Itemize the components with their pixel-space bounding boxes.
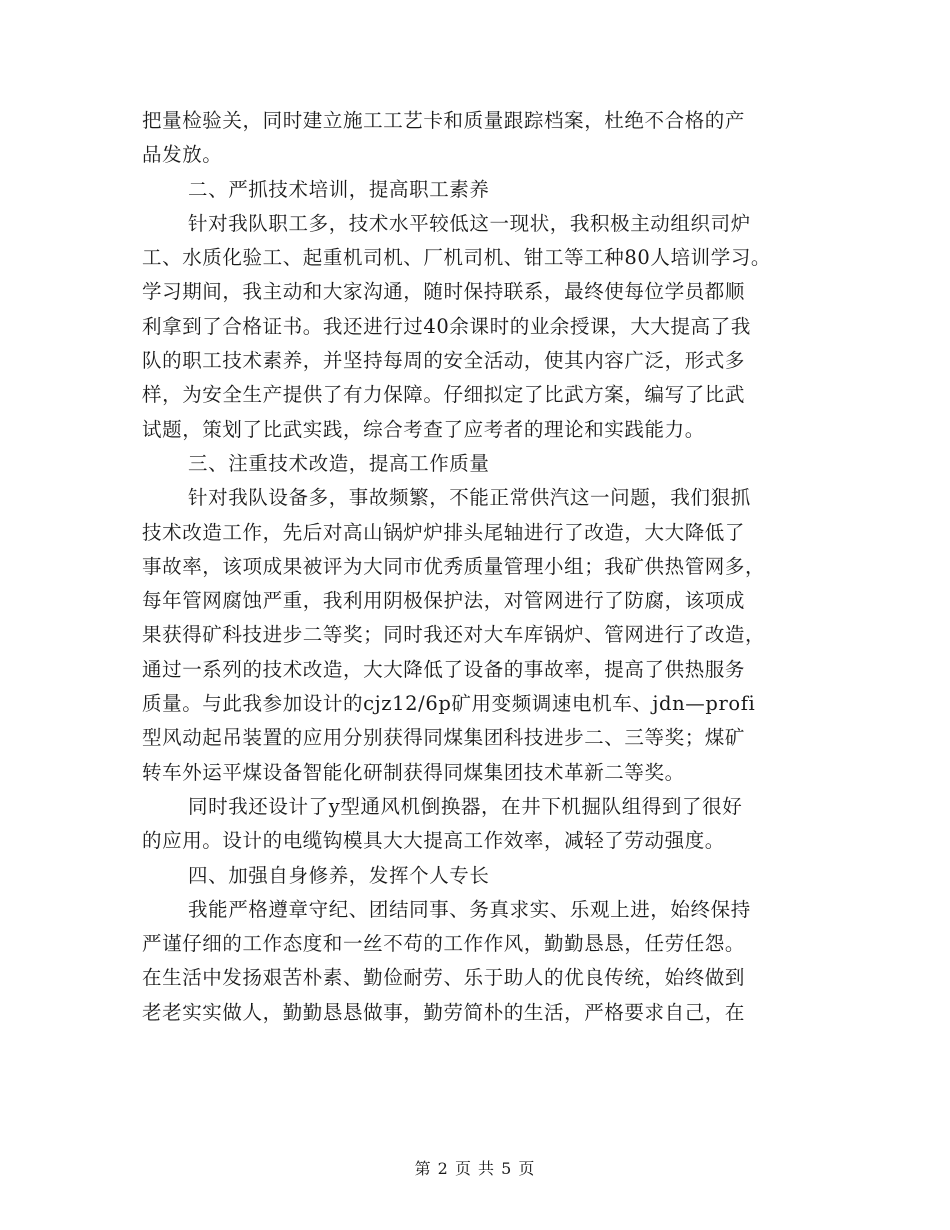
text-line: 二、严抓技术培训，提高职工素养 xyxy=(188,177,490,201)
text-line: 严谨仔细的工作态度和一丝不苟的工作作风，勤勤恳恳，任劳任怨。 xyxy=(142,932,746,956)
text-line: 三、注重技术改造，提高工作质量 xyxy=(188,451,490,475)
text-line: 每年管网腐蚀严重，我利用阴极保护法，对管网进行了防腐，该项成 xyxy=(142,589,746,613)
page-footer xyxy=(0,1156,950,1179)
text-line: 试题，策划了比武实践，综合考查了应考者的理论和实践能力。 xyxy=(142,417,705,441)
text-line: 转车外运平煤设备智能化研制获得同煤集团技术革新二等奖。 xyxy=(142,760,685,784)
footer-prefix: 第 xyxy=(414,1159,432,1178)
text-line: 样，为安全生产提供了有力保障。仔细拟定了比武方案，编写了比武 xyxy=(142,383,746,407)
footer-current-page: 2 xyxy=(437,1159,449,1178)
text-line: 的应用。设计的电缆钩模具大大提高工作效率，减轻了劳动强度。 xyxy=(142,829,725,853)
text-line: 在生活中发扬艰苦朴素、勤俭耐劳、乐于助人的优良传统，始终做到 xyxy=(142,966,746,990)
text-line: 型风动起吊装置的应用分别获得同煤集团科技进步二、三等奖；煤矿 xyxy=(142,726,746,750)
text-line: 利拿到了合格证书。我还进行过40余课时的业余授课，大大提高了我 xyxy=(142,314,751,338)
text-line: 同时我还设计了y型通风机倒换器，在井下机掘队组得到了很好 xyxy=(188,794,743,818)
footer-middle: 页 共 xyxy=(454,1159,496,1178)
text-line: 针对我队设备多，事故频繁，不能正常供汽这一问题，我们狠抓 xyxy=(188,486,751,510)
text-line: 果获得矿科技进步二等奖；同时我还对大车库锅炉、管网进行了改造， xyxy=(142,623,766,647)
text-line: 老老实实做人，勤勤恳恳做事，勤劳简朴的生活，严格要求自己，在 xyxy=(142,1000,746,1024)
footer-total-pages: 5 xyxy=(501,1159,513,1178)
text-line: 通过一系列的技术改造，大大降低了设备的事故率，提高了供热服务 xyxy=(142,657,746,681)
text-line: 队的职工技术素养，并坚持每周的安全活动，使其内容广泛，形式多 xyxy=(142,349,746,373)
document-body xyxy=(142,104,802,1030)
text-line: 四、加强自身修养，发挥个人专长 xyxy=(188,863,490,887)
text-line: 技术改造工作，先后对高山锅炉炉排头尾轴进行了改造，大大降低了 xyxy=(142,520,746,544)
footer-suffix: 页 xyxy=(518,1159,536,1178)
text-line: 品发放。 xyxy=(142,143,223,167)
text-line: 针对我队职工多，技术水平较低这一现状，我积极主动组织司炉 xyxy=(188,211,751,235)
text-line: 把量检验关，同时建立施工工艺卡和质量跟踪档案，杜绝不合格的产 xyxy=(142,109,746,132)
text-line: 质量。与此我参加设计的cjz12/6p矿用变频调速电机车、jdn—profi xyxy=(142,692,756,716)
text-line: 工、水质化验工、起重机司机、厂机司机、钳工等工种80人培训学习。 xyxy=(142,246,772,270)
text-line: 事故率，该项成果被评为大同市优秀质量管理小组；我矿供热管网多， xyxy=(142,554,766,578)
text-line: 学习期间，我主动和大家沟通，随时保持联系，最终使每位学员都顺 xyxy=(142,280,746,304)
text-line: 我能严格遵章守纪、团结同事、务真求实、乐观上进，始终保持 xyxy=(188,897,751,921)
